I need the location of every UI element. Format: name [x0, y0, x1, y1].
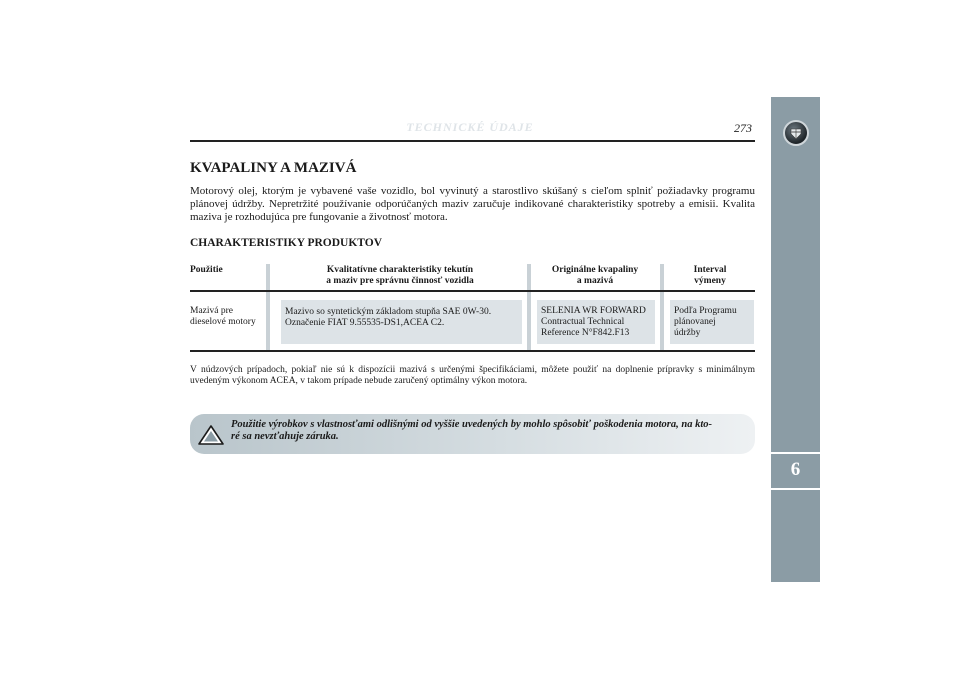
table-bottom-rule [190, 350, 755, 352]
intro-paragraph: Motorový olej, ktorým je vybavené vaše vozidlo, bol vyvinutý a starostlivo skúšaný s cieľom splniť požiadavky programu plánovej údržby. Nepretržité používanie odporúčaných maziv zaručuje indikované charakteristiky spotreby a emisii. Kvalita maziva je rozhodujúca pre fungovanie a životnosť motora. [190, 185, 755, 223]
table-cell-line: Podľa Programu [674, 306, 737, 316]
chapter-number: 6 [790, 459, 801, 480]
table-cell-original [537, 300, 655, 344]
table-cell-line: Reference N°F842.F13 [541, 328, 630, 338]
table-cell-line: údržby [674, 328, 701, 338]
column-header-original-line: Originálne kvapaliny [551, 265, 639, 275]
header-rule [190, 140, 755, 142]
lancia-logo-icon [783, 120, 809, 146]
table-cell-line: Označenie FIAT 9.55535-DS1,ACEA C2. [285, 318, 445, 328]
column-divider [527, 264, 531, 350]
running-title: TECHNICKÉ ÚDAJE [406, 120, 534, 134]
table-cell-line: SELENIA WR FORWARD [541, 306, 646, 316]
warning-text-line: Použitie výrobkov s vlastnosťami odlišnými od vyššie uvedených by mohlo spôsobiť poškodenia motora, na kto- [231, 419, 713, 430]
warning-triangle-icon [198, 425, 224, 450]
column-divider [266, 264, 270, 350]
column-header-original [530, 265, 660, 287]
section-heading: KVAPALINY A MAZIVÁ [190, 160, 357, 176]
table-header-rule [190, 290, 755, 292]
chapter-sidebar [771, 97, 820, 582]
column-divider [660, 264, 664, 350]
emergency-note: V núdzových prípadoch, pokiaľ nie sú k dispozícii mazivá s určenými špecifikáciami, môžete použiť na doplnenie prípravky s minimálnym uvedeným výkonom ACEA, v takom prípade nebude zaručený optimálny výkon motora. [190, 365, 755, 386]
table-cell-line: Mazivá pre [190, 306, 233, 316]
table-cell-line: dieselové motory [190, 317, 256, 327]
page-number: 273 [734, 121, 752, 135]
table-cell-line: Mazivo so syntetickým základom stupňa SAE 0W-30. [285, 307, 492, 317]
subsection-heading: CHARAKTERISTIKY PRODUKTOV [190, 237, 383, 249]
column-header-use: Použitie [190, 265, 223, 275]
column-header-quality-line: a maziv pre správnu činnosť vozidla [326, 276, 474, 286]
table-cell-line: Contractual Technical [541, 317, 625, 327]
column-header-interval-line: Interval [693, 265, 727, 275]
column-header-quality-line: Kvalitatívne charakteristiky tekutín [326, 265, 474, 275]
table-cell-line: plánovanej [674, 317, 716, 327]
table-cell-interval [670, 300, 754, 344]
table-cell-quality [281, 300, 522, 344]
column-header-original-line: a mazivá [576, 276, 614, 286]
column-header-interval-line: výmeny [694, 276, 726, 286]
warning-text [231, 419, 746, 443]
table-cell-use [190, 306, 265, 328]
column-header-interval [670, 265, 750, 287]
chapter-tab[interactable] [771, 452, 820, 490]
column-header-quality [280, 265, 520, 287]
warning-text-line: ré sa nevzťahuje záruka. [231, 431, 339, 442]
